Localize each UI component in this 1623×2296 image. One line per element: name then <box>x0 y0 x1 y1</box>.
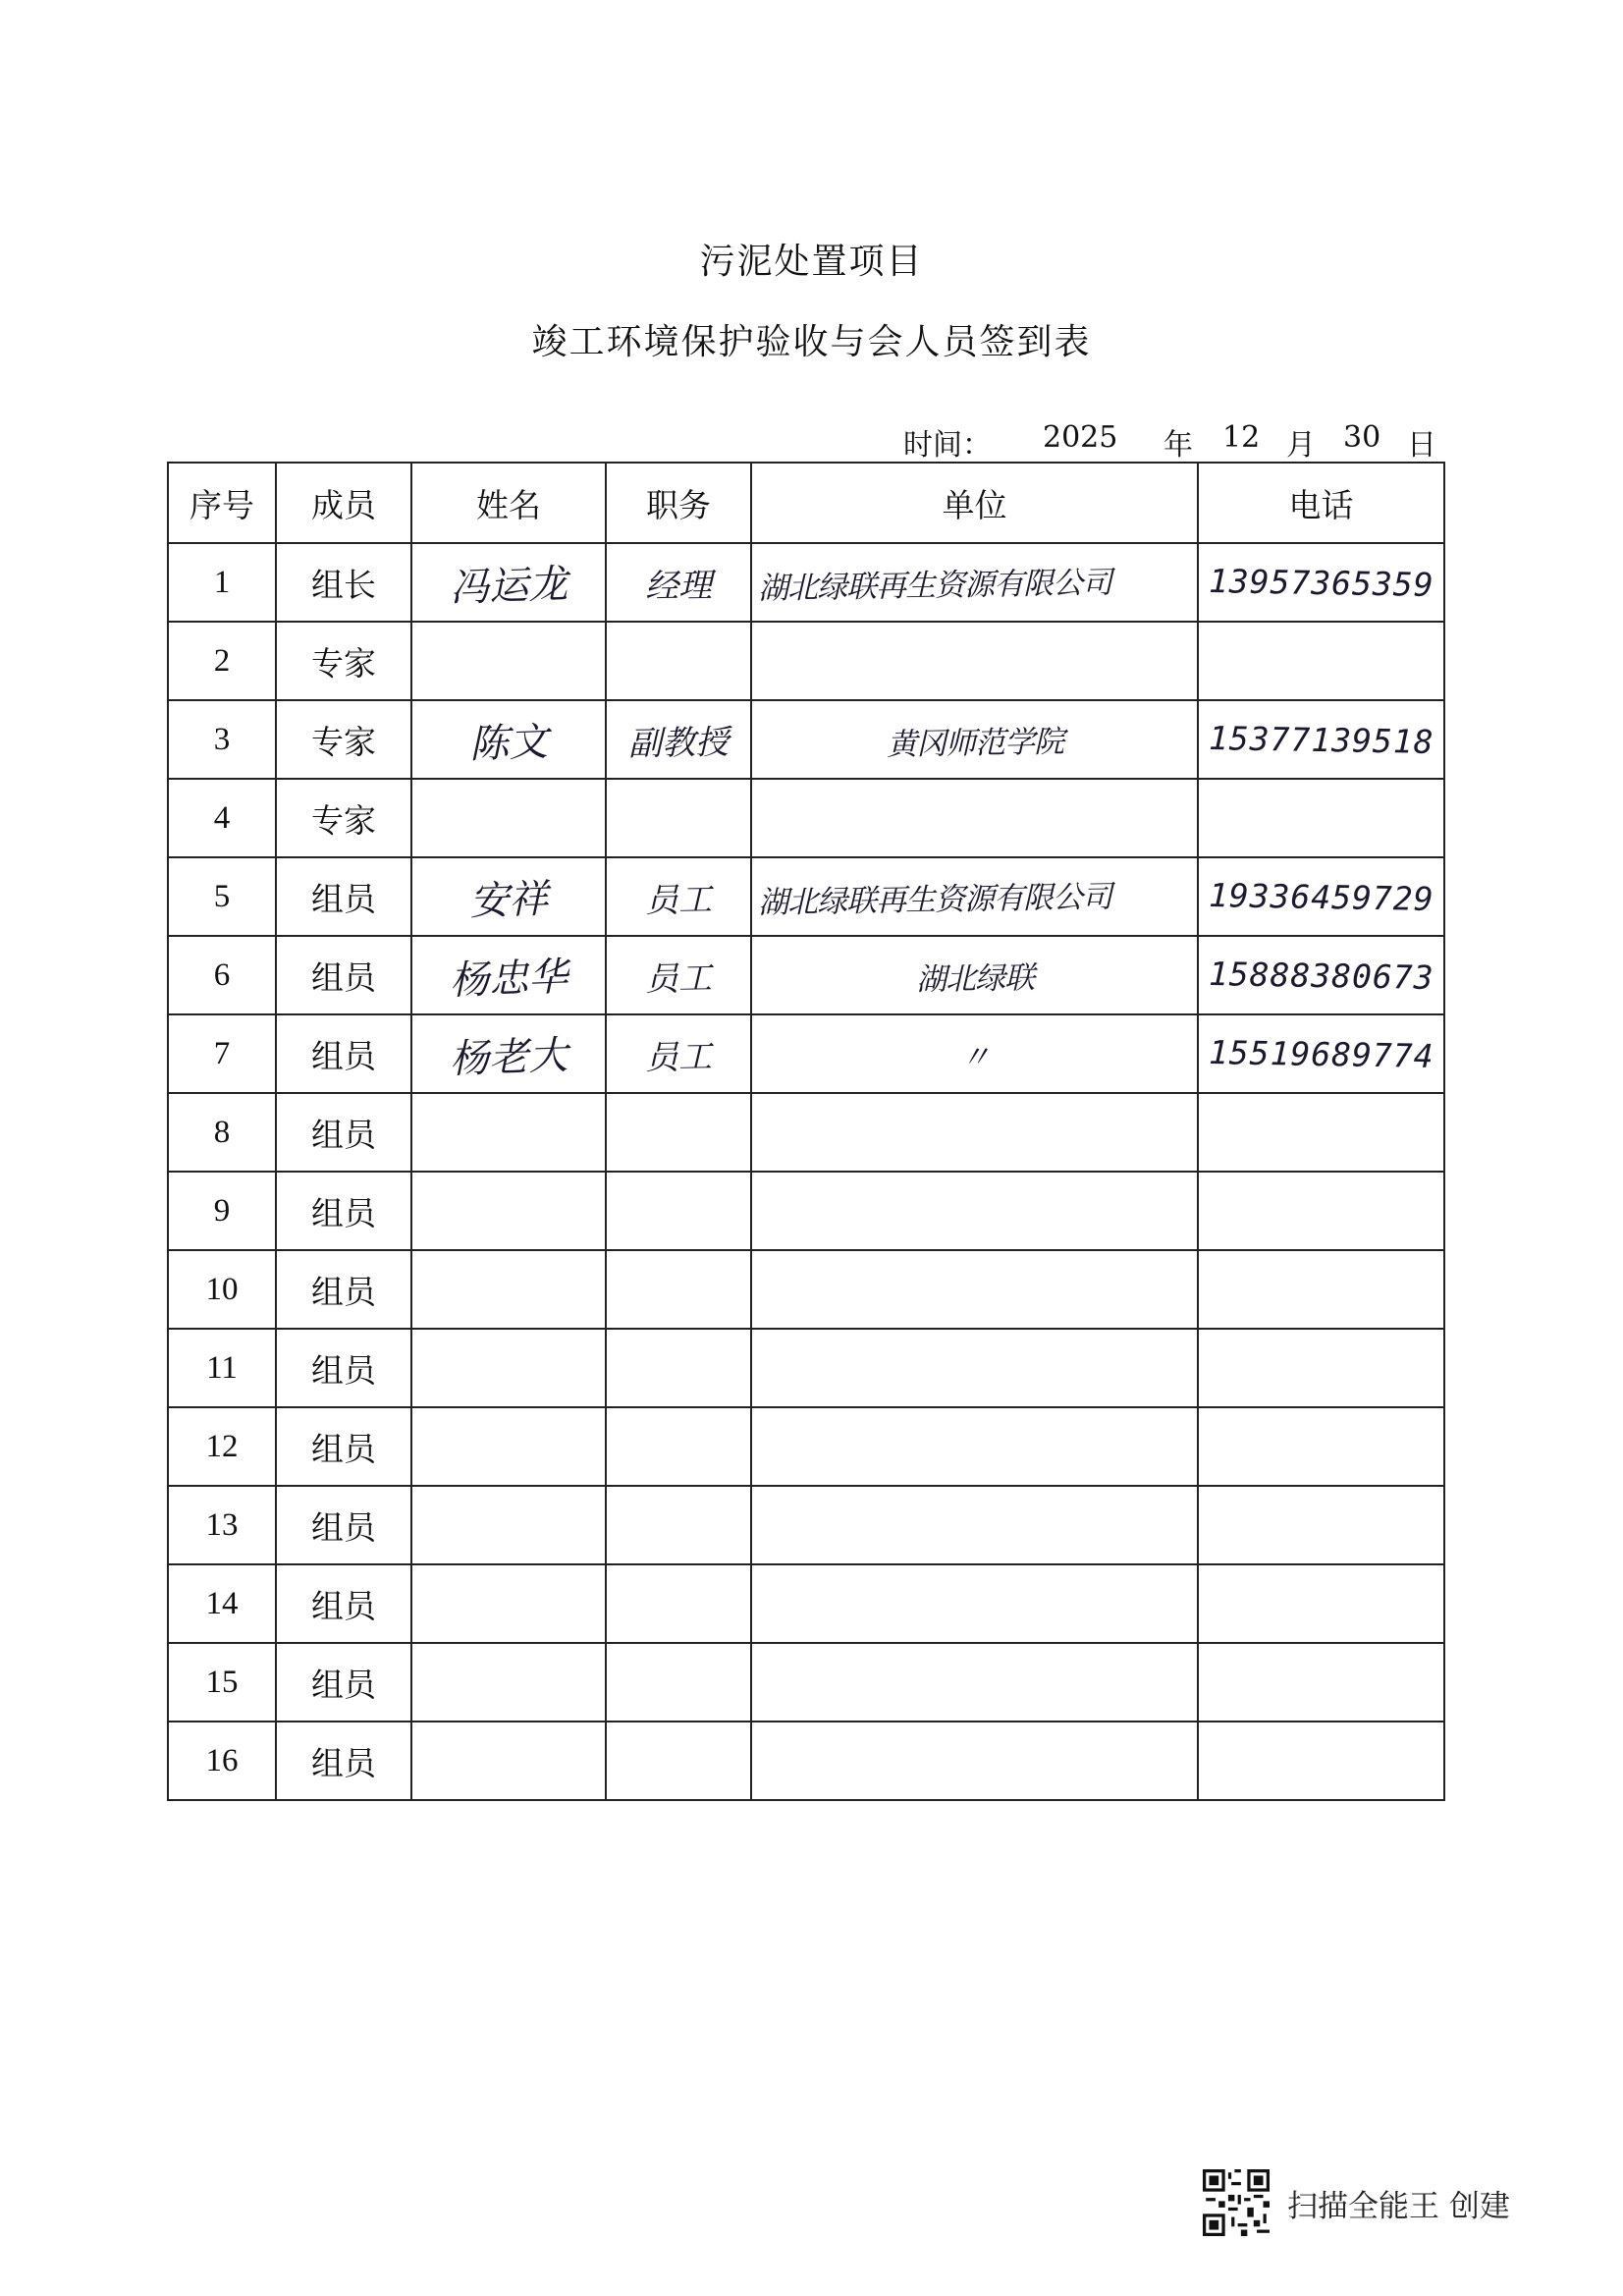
date-line <box>0 420 1623 464</box>
row-role-cell <box>606 857 751 936</box>
row-unit: 湖北绿联再生资源有限公司 <box>757 879 1112 921</box>
row-phone-cell <box>1198 1722 1444 1800</box>
table-row <box>168 543 1444 622</box>
row-unit-cell <box>751 857 1198 936</box>
row-phone-cell <box>1198 1407 1444 1486</box>
row-seq-cell: 13 <box>168 1486 276 1564</box>
row-unit-cell <box>751 1407 1198 1486</box>
row-seq-cell: 16 <box>168 1722 276 1800</box>
row-seq-cell: 5 <box>168 857 276 936</box>
date-day-unit: 日 <box>1407 428 1436 463</box>
row-unit-cell <box>751 1172 1198 1250</box>
row-unit: 湖北绿联再生资源有限公司 <box>757 565 1112 607</box>
row-member-cell: 组员 <box>276 1093 411 1172</box>
row-name-cell <box>411 1722 606 1800</box>
row-unit-cell <box>751 1486 1198 1564</box>
row-unit: 〃 <box>959 1039 990 1075</box>
row-phone-cell <box>1198 1172 1444 1250</box>
row-name-cell <box>411 1643 606 1722</box>
header-unit: 单位 <box>751 463 1198 543</box>
qr-code-icon <box>1203 2169 1270 2236</box>
row-role-cell <box>606 1172 751 1250</box>
date-month: 12 <box>1222 420 1261 455</box>
table-row <box>168 857 1444 936</box>
row-phone-cell <box>1198 1329 1444 1407</box>
watermark-text: 扫描全能王 创建 <box>1287 2188 1510 2224</box>
row-unit-cell <box>751 700 1198 779</box>
row-seq-cell: 6 <box>168 936 276 1014</box>
row-name-cell <box>411 1407 606 1486</box>
table-header-row <box>168 463 1444 543</box>
row-name-cell <box>411 779 606 857</box>
row-unit: 湖北绿联 <box>915 959 1034 998</box>
row-phone-cell <box>1198 1486 1444 1564</box>
row-phone: 13957365359 <box>1208 561 1434 604</box>
sign-in-table <box>167 462 1445 1801</box>
row-unit-cell <box>751 543 1198 622</box>
row-name-cell <box>411 1486 606 1564</box>
row-phone-cell <box>1198 1564 1444 1643</box>
date-year-unit: 年 <box>1163 428 1193 463</box>
row-unit-cell <box>751 936 1198 1014</box>
row-role: 员工 <box>644 879 713 921</box>
row-member-cell: 组员 <box>276 1722 411 1800</box>
row-phone-cell <box>1198 1643 1444 1722</box>
row-phone: 15519689774 <box>1208 1032 1434 1075</box>
table-row <box>168 622 1444 700</box>
row-role-cell <box>606 1093 751 1172</box>
row-member-cell: 专家 <box>276 779 411 857</box>
row-role-cell <box>606 1329 751 1407</box>
row-unit-cell <box>751 1643 1198 1722</box>
row-role: 员工 <box>644 957 713 1000</box>
row-name-cell <box>411 543 606 622</box>
row-phone-cell <box>1198 936 1444 1014</box>
row-name-cell <box>411 1093 606 1172</box>
row-seq-cell: 9 <box>168 1172 276 1250</box>
row-unit-cell <box>751 1250 1198 1329</box>
row-role-cell <box>606 1250 751 1329</box>
row-seq-cell: 15 <box>168 1643 276 1722</box>
row-member-cell: 组员 <box>276 936 411 1014</box>
table-row <box>168 936 1444 1014</box>
row-role-cell <box>606 700 751 779</box>
table-row <box>168 1564 1444 1643</box>
table-row <box>168 1407 1444 1486</box>
row-name-cell <box>411 857 606 936</box>
row-role-cell <box>606 779 751 857</box>
header-seq: 序号 <box>168 463 276 543</box>
row-member-cell: 组员 <box>276 1329 411 1407</box>
row-member-cell: 组员 <box>276 1250 411 1329</box>
row-seq-cell: 10 <box>168 1250 276 1329</box>
row-role-cell <box>606 936 751 1014</box>
row-phone-cell <box>1198 779 1444 857</box>
row-role-cell <box>606 622 751 700</box>
row-name: 冯运龙 <box>449 561 568 611</box>
row-name-cell <box>411 622 606 700</box>
row-seq-cell: 1 <box>168 543 276 622</box>
header-phone: 电话 <box>1198 463 1444 543</box>
table-row <box>168 1486 1444 1564</box>
table-row <box>168 1329 1444 1407</box>
row-phone: 15888380673 <box>1208 954 1434 997</box>
row-member-cell: 组员 <box>276 1486 411 1564</box>
row-role-cell <box>606 1564 751 1643</box>
row-phone: 15377139518 <box>1208 718 1434 761</box>
row-name-cell <box>411 1172 606 1250</box>
row-name-cell <box>411 1564 606 1643</box>
row-member-cell: 组员 <box>276 1172 411 1250</box>
row-name: 安祥 <box>468 876 549 924</box>
row-phone-cell <box>1198 1014 1444 1093</box>
row-role-cell <box>606 1014 751 1093</box>
row-role-cell <box>606 1407 751 1486</box>
row-name-cell <box>411 936 606 1014</box>
row-member-cell: 组员 <box>276 857 411 936</box>
row-unit-cell <box>751 1722 1198 1800</box>
row-phone-cell <box>1198 1250 1444 1329</box>
row-name: 陈文 <box>468 719 549 767</box>
row-phone-cell <box>1198 543 1444 622</box>
row-seq-cell: 3 <box>168 700 276 779</box>
header-role: 职务 <box>606 463 751 543</box>
document-subtitle: 竣工环境保护验收与会人员签到表 <box>531 322 1092 362</box>
row-phone-cell <box>1198 700 1444 779</box>
row-role: 副教授 <box>627 722 730 764</box>
row-role: 经理 <box>644 565 713 607</box>
row-unit-cell <box>751 1329 1198 1407</box>
row-member-cell: 组员 <box>276 1014 411 1093</box>
date-month-unit: 月 <box>1286 428 1316 463</box>
row-unit-cell <box>751 1014 1198 1093</box>
row-member-cell: 组长 <box>276 543 411 622</box>
scanner-watermark <box>1203 2168 1510 2237</box>
row-seq-cell: 4 <box>168 779 276 857</box>
row-role: 员工 <box>644 1036 713 1078</box>
table-row <box>168 1172 1444 1250</box>
row-member-cell: 组员 <box>276 1564 411 1643</box>
row-member-cell: 组员 <box>276 1643 411 1722</box>
date-label: 时间： <box>903 428 992 463</box>
row-unit-cell <box>751 779 1198 857</box>
row-phone: 19336459729 <box>1208 875 1434 918</box>
row-role-cell <box>606 1722 751 1800</box>
row-name-cell <box>411 1329 606 1407</box>
row-unit-cell <box>751 622 1198 700</box>
row-unit-cell <box>751 1564 1198 1643</box>
row-seq-cell: 2 <box>168 622 276 700</box>
row-seq-cell: 14 <box>168 1564 276 1643</box>
row-role-cell <box>606 1643 751 1722</box>
table-row <box>168 1093 1444 1172</box>
row-unit: 黄冈师范学院 <box>886 723 1063 763</box>
row-role-cell <box>606 543 751 622</box>
row-name: 杨老大 <box>449 1032 568 1082</box>
row-name-cell <box>411 1014 606 1093</box>
table-row <box>168 1643 1444 1722</box>
date-year: 2025 <box>1043 420 1118 455</box>
header-member: 成员 <box>276 463 411 543</box>
row-phone-cell <box>1198 1093 1444 1172</box>
table-row <box>168 700 1444 779</box>
header-name: 姓名 <box>411 463 606 543</box>
row-role-cell <box>606 1486 751 1564</box>
row-member-cell: 组员 <box>276 1407 411 1486</box>
row-member-cell: 专家 <box>276 700 411 779</box>
document-title: 污泥处置项目 <box>699 242 924 282</box>
table-row <box>168 1014 1444 1093</box>
row-seq-cell: 11 <box>168 1329 276 1407</box>
row-name-cell <box>411 1250 606 1329</box>
table-row <box>168 779 1444 857</box>
row-name: 杨忠华 <box>449 954 568 1004</box>
row-unit-cell <box>751 1093 1198 1172</box>
table-row <box>168 1722 1444 1800</box>
row-phone-cell <box>1198 622 1444 700</box>
table-row <box>168 1250 1444 1329</box>
row-seq-cell: 7 <box>168 1014 276 1093</box>
row-phone-cell <box>1198 857 1444 936</box>
date-day: 30 <box>1343 420 1381 455</box>
row-name-cell <box>411 700 606 779</box>
row-member-cell: 专家 <box>276 622 411 700</box>
row-seq-cell: 8 <box>168 1093 276 1172</box>
row-seq-cell: 12 <box>168 1407 276 1486</box>
